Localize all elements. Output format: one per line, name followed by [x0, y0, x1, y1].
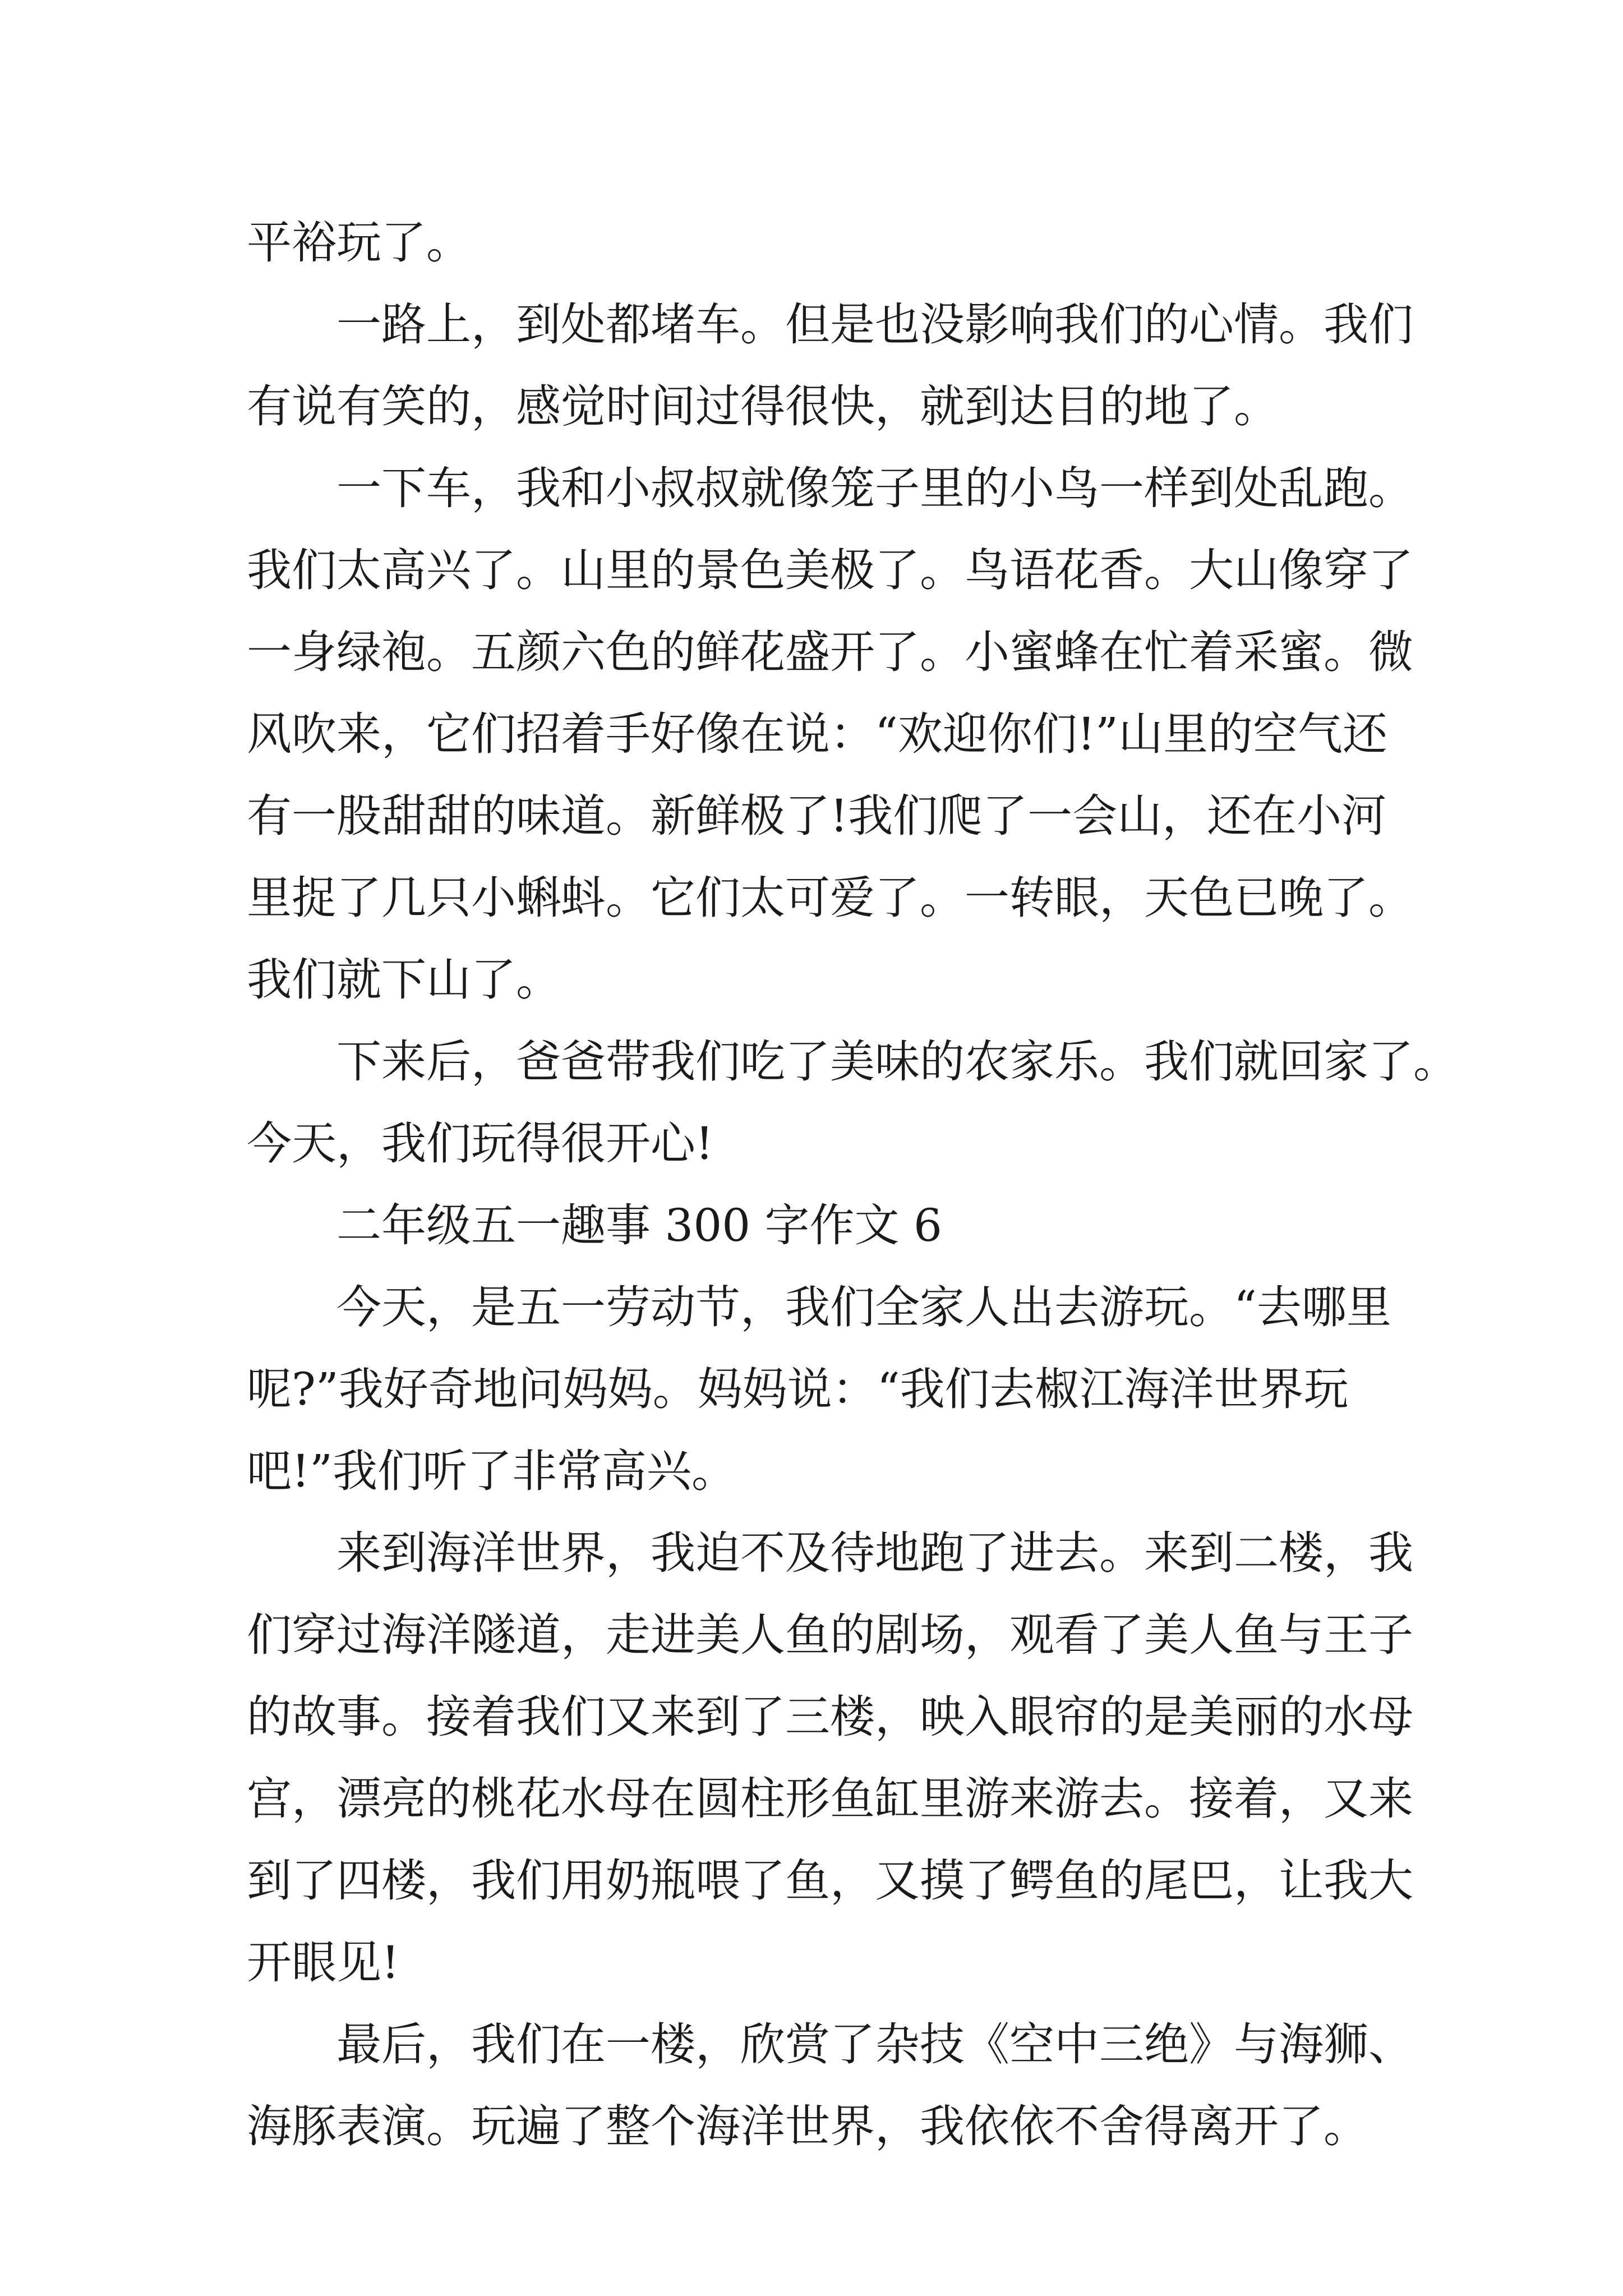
text-line: 今天，是五一劳动节，我们全家人出去游玩。“去哪里 [336, 1281, 1391, 1333]
text-line: 我们太高兴了。山里的景色美极了。鸟语花香。大山像穿了 [247, 544, 1413, 596]
text-line: 来到海洋世界，我迫不及待地跑了进去。来到二楼，我 [336, 1527, 1413, 1579]
section-heading: 二年级五一趣事 300 字作文 6 [336, 1199, 942, 1251]
text-line: 里捉了几只小蝌蚪。它们太可爱了。一转眼，天色已晚了。 [247, 872, 1413, 924]
text-line: 一路上，到处都堵车。但是也没影响我们的心情。我们 [336, 298, 1413, 351]
text-line: 们穿过海洋隧道，走进美人鱼的剧场，观看了美人鱼与王子 [247, 1609, 1413, 1661]
text-line: 海豚表演。玩遍了整个海洋世界，我依依不舍得离开了。 [247, 2100, 1368, 2152]
text-line: 开眼见! [247, 1936, 400, 1989]
text-line: 呢?”我好奇地问妈妈。妈妈说：“我们去椒江海洋世界玩 [247, 1363, 1349, 1415]
text-line: 宫，漂亮的桃花水母在圆柱形鱼缸里游来游去。接着，又来 [247, 1773, 1413, 1825]
text-line: 的故事。接着我们又来到了三楼，映入眼帘的是美丽的水母 [247, 1691, 1413, 1743]
text-line: 我们就下山了。 [247, 954, 561, 1006]
text-line: 一下车，我和小叔叔就像笼子里的小鸟一样到处乱跑。 [336, 462, 1413, 514]
text-line: 今天，我们玩得很开心! [247, 1117, 714, 1170]
text-line: 到了四楼，我们用奶瓶喂了鱼，又摸了鳄鱼的尾巴，让我大 [247, 1855, 1413, 1907]
text-line: 平裕玩了。 [247, 217, 471, 269]
text-line: 下来后，爸爸带我们吃了美味的农家乐。我们就回家了。 [336, 1036, 1458, 1088]
text-line: 最后，我们在一楼，欣赏了杂技《空中三绝》与海狮、 [336, 2018, 1413, 2070]
document-body [247, 202, 1458, 2168]
text-line: 吧!”我们听了非常高兴。 [247, 1445, 737, 1497]
text-line: 一身绿袍。五颜六色的鲜花盛开了。小蜜蜂在忙着采蜜。微 [247, 626, 1413, 678]
text-line: 有一股甜甜的味道。新鲜极了!我们爬了一会山，还在小河 [247, 790, 1387, 842]
text-line: 风吹来，它们招着手好像在说：“欢迎你们!”山里的空气还 [247, 708, 1387, 760]
text-line: 有说有笑的，感觉时间过得很快，就到达目的地了。 [247, 380, 1279, 432]
